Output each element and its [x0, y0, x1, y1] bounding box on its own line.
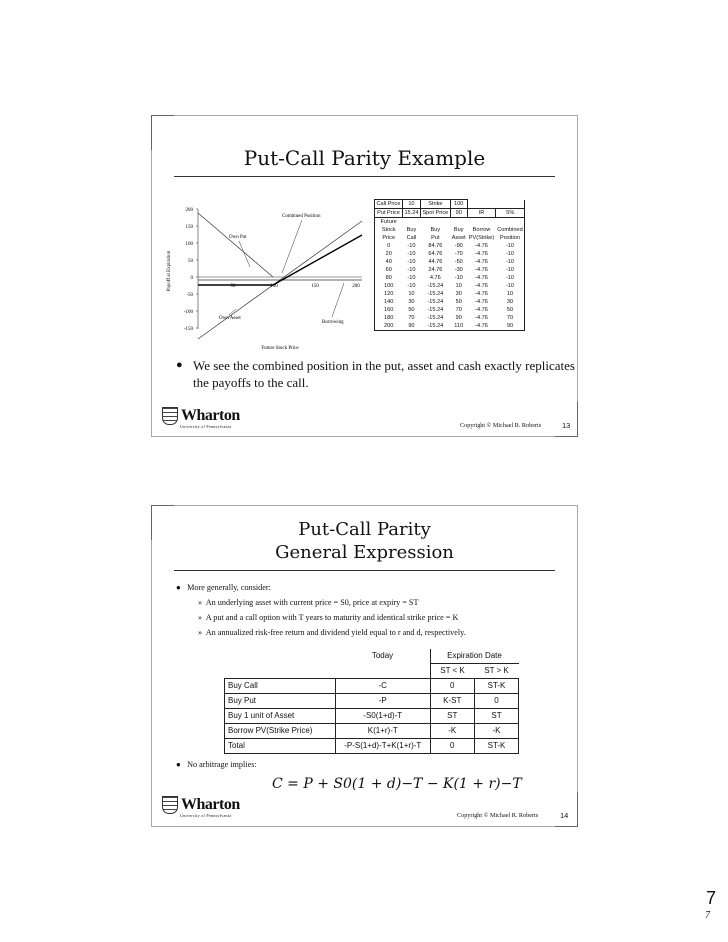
table-row	[375, 322, 525, 331]
table-row	[225, 724, 519, 739]
call-price-value: 10	[402, 200, 420, 209]
parity-table	[224, 649, 519, 754]
table-row	[375, 258, 525, 266]
bullet-text: We see the combined position in the put, asset and cash exactly replicates the payoffs to the call.	[193, 358, 575, 390]
table-cell: -15.24	[427, 291, 444, 297]
column-header: Position	[500, 235, 520, 241]
table-cell: Total	[225, 739, 336, 754]
bullet-1	[176, 583, 271, 592]
table-row	[375, 250, 525, 258]
slide-14	[151, 505, 578, 827]
combined-label: Combined Position	[282, 214, 321, 219]
table-cell: -10	[407, 283, 416, 289]
table-row	[375, 266, 525, 274]
sub-bullet-icon: »	[198, 598, 203, 607]
logo-sub: University of Pennsylvania	[180, 813, 232, 818]
table-cell: Buy Put	[225, 694, 336, 709]
page-number: 7	[705, 888, 716, 908]
combined-position-line	[198, 235, 362, 285]
copyright: Copyright © Michael R. Roberts	[457, 812, 539, 819]
table-cell: 24.76	[428, 267, 443, 273]
table-cell: -4.76	[475, 283, 488, 289]
sub-bullet-1	[198, 598, 418, 607]
column-header: Call	[406, 235, 417, 241]
column-header: Price	[382, 235, 396, 241]
table-cell: 90	[408, 323, 415, 329]
table-cell: 0	[430, 679, 475, 694]
column-header: Combined	[497, 227, 523, 233]
sub-bullet-3	[198, 628, 466, 637]
table-cell: 110	[454, 323, 464, 329]
table-cell: Borrow PV(Strike Price)	[225, 724, 336, 739]
table-cell: 140	[384, 299, 394, 305]
table-cell: 70	[506, 315, 514, 321]
table-cell: -C	[336, 679, 431, 694]
column-header: Future	[380, 219, 397, 225]
sub-bullet-icon: »	[198, 628, 203, 637]
table-cell: 30	[408, 299, 415, 305]
borrow-arrow	[332, 283, 344, 317]
page-number-small: 7	[705, 910, 710, 921]
column-header: Asset	[451, 235, 466, 241]
table-cell: -15.24	[427, 323, 444, 329]
y-axis-label: Payoff at Expiration	[167, 250, 172, 292]
table-cell: 50	[455, 299, 462, 305]
y-tick-label: -100	[183, 310, 193, 315]
today-header: Today	[336, 649, 431, 679]
table-cell: -4.76	[475, 307, 488, 313]
payoff-table-body	[375, 218, 525, 331]
table-cell: -10	[407, 275, 416, 281]
table-row	[375, 290, 525, 298]
table-cell: 64.76	[428, 251, 443, 257]
table-cell: 70	[408, 315, 415, 321]
table-cell: -10	[454, 275, 463, 281]
table-cell: 0	[387, 243, 391, 249]
table-cell: 10	[408, 291, 415, 297]
table-cell: -10	[407, 243, 416, 249]
asset-label: Own Asset	[219, 316, 241, 321]
sub-bullet-2-text: A put and a call option with T years to maturity and identical strike price = K	[205, 613, 459, 622]
y-tick-label: 50	[188, 259, 193, 264]
table-row	[375, 298, 525, 306]
table-cell: -10	[505, 259, 515, 265]
wharton-shield-icon	[162, 796, 178, 814]
table-row	[375, 306, 525, 314]
table-cell: -4.76	[475, 315, 488, 321]
table-cell: 200	[384, 323, 394, 329]
table-cell: -4.76	[475, 251, 488, 257]
table-row	[225, 679, 519, 694]
table-cell: -4.76	[475, 291, 488, 297]
table-cell: -10	[407, 259, 416, 265]
table-cell: ST-K	[475, 739, 519, 754]
x-tick-label: 100	[270, 284, 278, 289]
slide-number: 14	[560, 811, 569, 820]
slide-title	[152, 518, 577, 564]
table-cell: 100	[384, 283, 394, 289]
table-cell: Buy Call	[225, 679, 336, 694]
column-header: Buy	[430, 227, 441, 233]
combined-arrow	[282, 220, 302, 273]
put-arrow	[239, 241, 250, 267]
bullet-dot-icon: ●	[176, 583, 181, 592]
table-cell: 30	[455, 291, 462, 297]
put-price-label: Put Price	[375, 209, 403, 218]
table-cell: 120	[384, 291, 394, 297]
parity-formula: C = P + S0(1 + d)−T − K(1 + r)−T	[272, 776, 522, 792]
table-row	[225, 694, 519, 709]
column-header: PV(Strike)	[468, 235, 495, 241]
table-cell: 10	[506, 291, 514, 297]
table-cell: -P	[336, 694, 431, 709]
payoff-chart	[164, 199, 369, 354]
ir-value: 5%	[496, 209, 525, 218]
st-lt-k-header: ST < K	[440, 666, 465, 675]
table-cell: 50	[408, 307, 415, 313]
table-cell: 20	[385, 251, 392, 257]
y-tick-label: 150	[185, 225, 193, 230]
slide-corner-top-left	[151, 115, 174, 150]
title-divider	[174, 176, 555, 177]
table-cell: 80	[385, 275, 392, 281]
logo-word: Wharton	[181, 407, 240, 424]
x-tick-label: 150	[311, 284, 319, 289]
wharton-logo	[162, 407, 240, 429]
table-cell: -P-S(1+d)-T+K(1+r)-T	[336, 739, 431, 754]
table-cell: -4.76	[475, 267, 488, 273]
table-cell: 44.76	[428, 259, 443, 265]
spot-price-value: 90	[450, 209, 467, 218]
table-cell: -15.24	[427, 283, 444, 289]
table-cell: -4.76	[475, 259, 488, 265]
table-cell: -4.76	[475, 275, 488, 281]
wharton-logo	[162, 796, 240, 818]
table-cell: 180	[384, 315, 394, 321]
table-cell: 40	[385, 259, 392, 265]
title-line-1: Put-Call Parity	[298, 519, 431, 540]
column-header: Put	[431, 235, 440, 241]
table-cell: -10	[407, 267, 416, 273]
table-cell: 60	[385, 267, 392, 273]
y-tick-label: -50	[186, 293, 193, 298]
column-header: Stock	[381, 227, 396, 233]
table-cell: 50	[506, 307, 514, 313]
column-header: Borrow	[472, 227, 491, 233]
table-cell: 84.76	[428, 243, 443, 249]
strike-label: Strike	[420, 200, 450, 209]
logo-sub: University of Pennsylvania	[180, 424, 232, 429]
sub-bullet-icon: »	[198, 613, 203, 622]
ir-label: IR	[467, 209, 496, 218]
parity-table-body	[225, 679, 519, 754]
wharton-shield-icon	[162, 407, 178, 425]
table-cell: -70	[454, 251, 463, 257]
table-cell: -10	[505, 283, 515, 289]
table-cell: -10	[505, 275, 515, 281]
y-tick-label: 100	[185, 242, 193, 247]
table-cell: 10	[455, 283, 462, 289]
bullet-1-text: More generally, consider:	[187, 583, 271, 592]
x-tick-label: 50	[230, 284, 236, 289]
table-cell: 30	[506, 299, 514, 305]
sub-bullet-3-text: An annualized risk-free return and dividend yield equal to r and d, respectively.	[205, 628, 466, 637]
bullet-dot-icon: ●	[176, 760, 181, 769]
spot-price-label: Spot Price	[422, 210, 449, 216]
table-cell: -4.76	[475, 243, 488, 249]
table-cell: -K	[475, 724, 519, 739]
slide-number: 13	[562, 421, 571, 430]
table-row	[375, 242, 525, 250]
table-cell: 70	[455, 307, 462, 313]
table-row	[375, 274, 525, 282]
slide-corner-bottom-right	[555, 402, 578, 437]
x-tick-label: 200	[352, 284, 360, 289]
table-cell: ST	[430, 709, 475, 724]
bullet	[176, 357, 577, 391]
table-cell: -50	[454, 259, 463, 265]
table-row	[225, 739, 519, 754]
put-label: Own Put	[229, 235, 247, 240]
table-cell: K-ST	[430, 694, 475, 709]
table-cell: -15.24	[427, 315, 444, 321]
bullet-2-text: No arbitrage implies:	[187, 760, 257, 769]
bullet-dot-icon: ●	[176, 359, 183, 371]
table-cell: 90	[455, 315, 462, 321]
slide-title: Put-Call Parity Example	[243, 146, 486, 170]
table-row	[225, 709, 519, 724]
table-cell: 90	[506, 323, 514, 329]
table-cell: -30	[454, 267, 463, 273]
table-cell: ST-K	[475, 679, 519, 694]
st-gt-k-header: ST > K	[484, 666, 509, 675]
own-put-line	[198, 213, 273, 277]
table-cell: 0	[430, 739, 475, 754]
call-price-label: Call Price	[376, 201, 401, 207]
strike-value: 100	[450, 200, 467, 209]
table-cell: -10	[505, 243, 515, 249]
slide-13	[151, 115, 578, 437]
table-row	[375, 314, 525, 322]
table-cell: 4.76	[429, 275, 441, 281]
logo-word: Wharton	[181, 796, 240, 813]
table-cell: 160	[384, 307, 394, 313]
put-price-value: 15.24	[404, 210, 419, 216]
table-cell: -10	[505, 267, 515, 273]
table-cell: -15.24	[427, 299, 444, 305]
table-cell: 0	[475, 694, 519, 709]
copyright: Copyright © Michael R. Roberts	[460, 422, 542, 429]
expiration-header: Expiration Date	[430, 649, 519, 664]
table-cell: ST	[475, 709, 519, 724]
table-cell: -K	[430, 724, 475, 739]
y-tick-label: 200	[185, 208, 193, 213]
table-cell: -15.24	[427, 307, 444, 313]
table-cell: K(1+r)-T	[336, 724, 431, 739]
table-row	[375, 282, 525, 290]
borrow-label: Borrowing	[322, 320, 344, 325]
column-header: Buy	[406, 227, 417, 233]
y-tick-label: 0	[190, 276, 193, 281]
column-header: Buy	[453, 227, 464, 233]
title-line-2: General Expression	[275, 542, 454, 563]
x-axis-label: Future Stock Price	[261, 346, 299, 351]
table-cell: -S0(1+d)-T	[336, 709, 431, 724]
table-cell: -90	[454, 243, 463, 249]
table-cell: -4.76	[475, 323, 488, 329]
title-divider	[174, 570, 555, 571]
table-cell: -10	[407, 251, 416, 257]
table-cell: -4.76	[475, 299, 488, 305]
bullet-2	[176, 760, 257, 769]
sub-bullet-2	[198, 613, 458, 622]
sub-bullet-1-text: An underlying asset with current price = S0, price at expiry = ST	[205, 598, 419, 607]
table-cell: Buy 1 unit of Asset	[225, 709, 336, 724]
table-cell: -10	[505, 251, 515, 257]
slide-corner-bottom-right	[555, 792, 578, 827]
y-tick-label: -150	[183, 327, 193, 332]
payoff-table	[374, 199, 525, 331]
